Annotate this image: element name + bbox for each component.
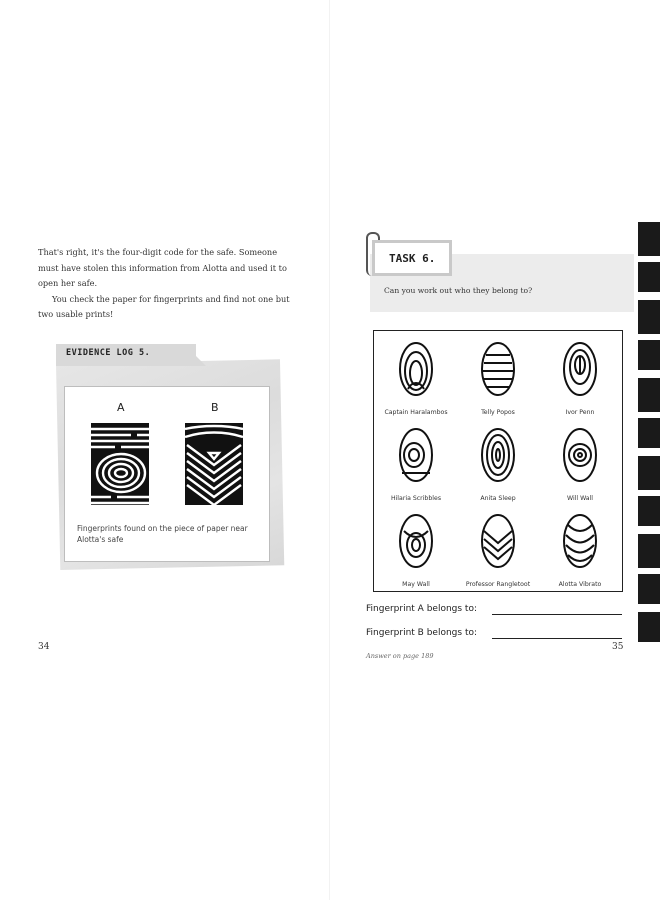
suspect-name: Telly Popos [481,409,515,416]
evidence-caption: Fingerprints found on the piece of paper near Alotta's safe [77,524,248,544]
suspect-name: Alotta Vibrato [558,581,602,588]
page-number-right: 35 [612,642,624,652]
suspect-print [540,423,620,509]
story-paragraph-1: That's right, it's the four-digit code for the safe. Someone must have stolen this information from Alotta and used it to open her safe. [38,247,287,288]
fingerprint-icon [562,341,598,397]
answer-a-label: Fingerprint A belongs to: [366,604,477,614]
suspect-print [458,423,538,509]
evidence-log-label: EVIDENCE LOG 5. [66,348,151,358]
task-question: Can you work out who they belong to? [384,286,533,295]
evidence-folder [56,340,284,572]
suspect-name: May Wall [402,581,430,588]
story-paragraph-2: You check the paper for fingerprints and find not one but two usable prints! [38,293,290,319]
suspect-name: Hilaria Scribbles [390,495,442,502]
fingerprint-b-icon [185,423,243,505]
suspect-name: Anita Sleep [480,495,516,502]
answer-a-blank[interactable] [492,614,622,615]
suspect-name: Will Wall [566,495,594,502]
suspect-name: Ivor Penn [565,409,595,416]
fingerprint-icon [480,341,516,397]
fingerprint-icon [398,513,434,569]
suspect-name: Captain Haralambos [384,409,448,416]
right-page [330,0,660,900]
print-a-label: A [117,401,125,414]
suspect-prints-panel [373,330,623,592]
suspect-print [458,337,538,423]
fingerprint-icon [480,427,516,483]
answer-b-blank[interactable] [492,638,622,639]
fingerprint-a-icon [91,423,149,505]
suspect-print [376,337,456,423]
story-text [38,245,298,323]
answer-note: Answer on page 189 [366,652,434,660]
answer-b-label: Fingerprint B belongs to: [366,628,478,638]
fingerprint-icon [562,427,598,483]
suspect-print [540,509,620,595]
suspect-print [376,509,456,595]
evidence-card [64,386,270,562]
fingerprint-icon [398,341,434,397]
answer-a-line [366,604,626,620]
task-box [372,240,452,276]
suspect-name: Professor Rangletoot [465,581,531,588]
print-b-label: B [211,401,219,414]
suspect-print [458,509,538,595]
chapter-edge-tab [638,222,660,642]
suspect-print [540,337,620,423]
folder-tab-corner [190,350,206,366]
page-number-left: 34 [38,642,50,652]
task-title: TASK 6. [389,252,436,265]
fingerprint-icon [562,513,598,569]
suspect-print [376,423,456,509]
answer-b-line [366,628,626,644]
fingerprint-icon [398,427,434,483]
fingerprint-icon [480,513,516,569]
